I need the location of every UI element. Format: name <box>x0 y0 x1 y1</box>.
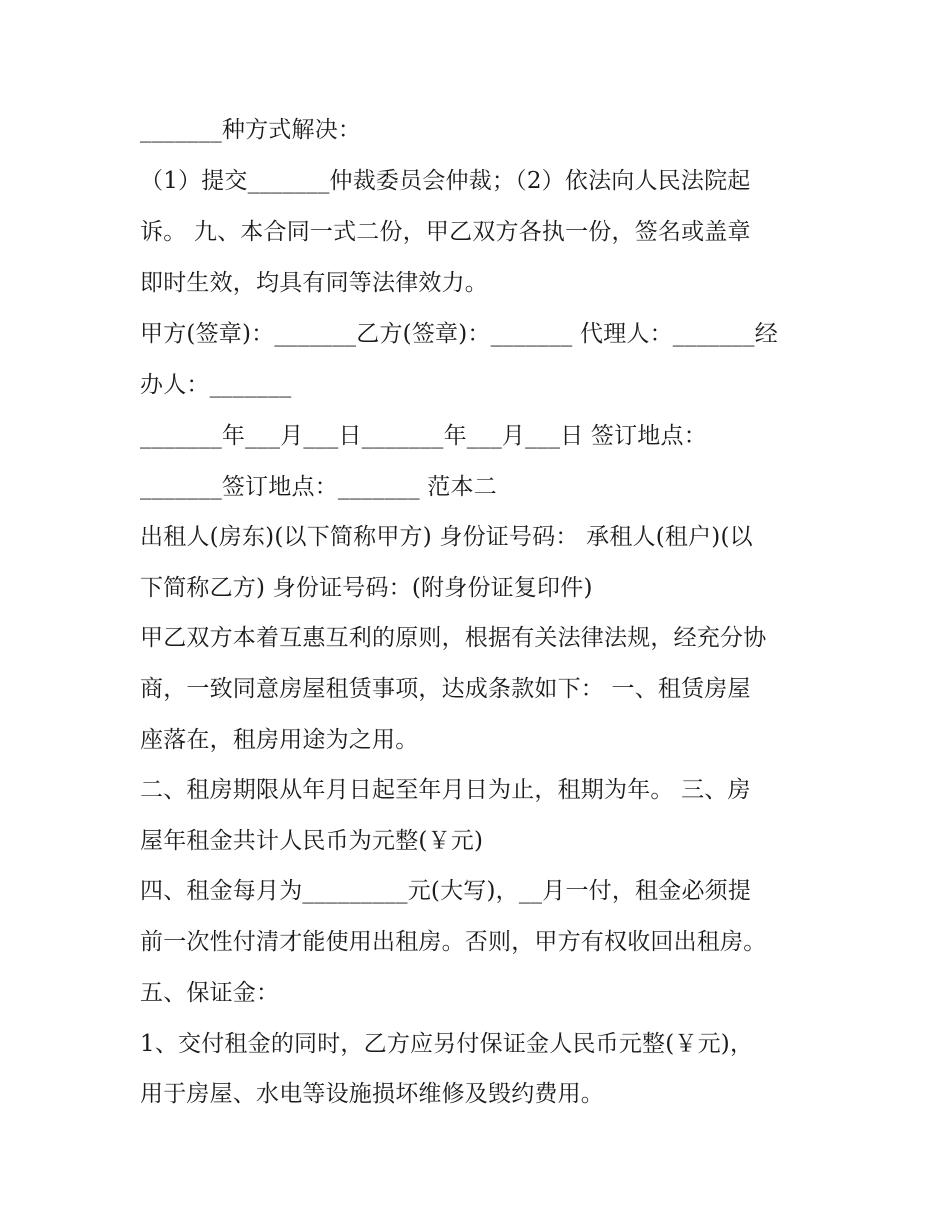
text-line-term: 二、租房期限从年月日起至年月日为止，租期为年。 三、房 <box>140 777 751 803</box>
text-line-deposit-usage: 用于房屋、水电等设施损坏维修及毁约费用。 <box>140 1081 604 1107</box>
text-line-lessee: 下简称乙方) 身份证号码：(附身份证复印件) <box>140 575 593 601</box>
text-line-principle: 甲乙双方本着互惠互利的原则，根据有关法律法规，经充分协 <box>140 625 767 651</box>
text-line-effect: 即时生效，均具有同等法律效力。 <box>140 270 488 296</box>
text-line-handler: 办人：_______ <box>140 372 292 398</box>
text-line-deposit-heading: 五、保证金： <box>140 980 280 1006</box>
text-line-dispute-methods: _______种方式解决： <box>140 117 362 143</box>
text-line-deposit-payment: 1、交付租金的同时，乙方应另付保证金人民币元整(￥元)， <box>140 1031 754 1057</box>
text-line-dates: _______年___月___日_______年___月___日 签订地点： <box>140 423 707 449</box>
text-line-annual-rent: 屋年租金共计人民币为元整(￥元) <box>140 828 484 854</box>
text-line-agreement: 商，一致同意房屋租赁事项，达成条款如下： 一、租赁房屋 <box>140 676 751 702</box>
text-line-signing-place: _______签订地点：_______ 范本二 <box>140 474 497 500</box>
text-line-location: 座落在，租房用途为之用。 <box>140 727 419 753</box>
text-line-arbitration: （1）提交_______仲裁委员会仲裁；（2）依法向人民法院起 <box>140 168 751 194</box>
text-line-lessor: 出租人(房东)(以下简称甲方) 身份证号码： 承租人(租户)(以 <box>140 524 753 550</box>
text-line-copies: 诉。 九、本合同一式二份，甲乙双方各执一份，签名或盖章 <box>140 219 751 245</box>
text-line-prepayment: 前一次性付清才能使用出租房。否则，甲方有权收回出租房。 <box>140 929 767 955</box>
text-line-signatures: 甲方(签章)：_______乙方(签章)：_______ 代理人：_______经 <box>140 321 778 347</box>
text-line-monthly-rent: 四、租金每月为_________元(大写)，__月一付，租金必须提 <box>140 878 752 904</box>
